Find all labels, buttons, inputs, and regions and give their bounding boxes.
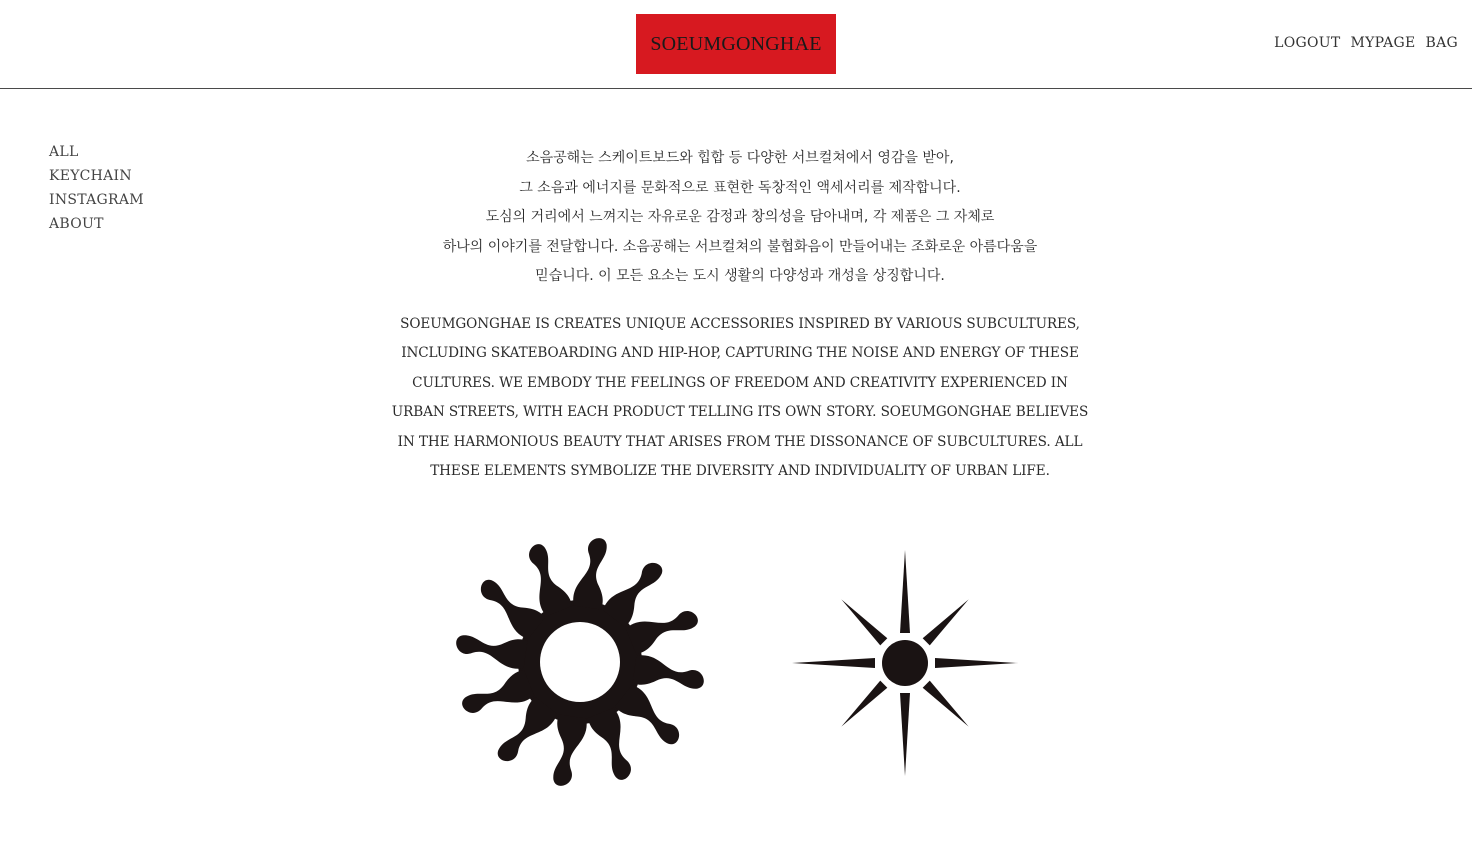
about-content xyxy=(370,144,1110,487)
english-line: IN THE HARMONIOUS BEAUTY THAT ARISES FROM THE DISSONANCE OF SUBCULTURES. ALL xyxy=(397,433,1083,450)
english-line: INCLUDING SKATEBOARDING AND HIP-HOP, CAPTURING THE NOISE AND ENERGY OF THESE xyxy=(401,345,1079,361)
korean-line: 소음공해는 스케이트보드와 힙합 등 다양한 서브컬쳐에서 영감을 받아, xyxy=(526,150,954,166)
sidebar-item-all[interactable]: ALL xyxy=(49,144,79,160)
korean-line: 하나의 이야기를 전달합니다. 소음공해는 서브컬쳐의 불협화음이 만들어내는 조화로운 아름다움을 xyxy=(442,238,1038,255)
korean-line: 그 소음과 에너지를 문화적으로 표현한 독창적인 액세서리를 제작합니다. xyxy=(519,179,961,196)
korean-line: 도심의 거리에서 느껴지는 자유로운 감정과 창의성을 담아내며, 각 제품은 그 자체로 xyxy=(485,209,995,225)
sidebar-item-instagram[interactable]: INSTAGRAM xyxy=(49,192,144,208)
header-nav xyxy=(1274,35,1458,51)
bag-link[interactable]: BAG xyxy=(1425,35,1458,51)
eight-point-star-sun-symbol xyxy=(790,548,1020,778)
sidebar-item-about[interactable]: ABOUT xyxy=(49,216,104,232)
english-line: CULTURES. WE EMBODY THE FEELINGS OF FREEDOM AND CREATIVITY EXPERIENCED IN xyxy=(412,374,1068,391)
wavy-sun-symbol xyxy=(430,512,740,822)
logout-link[interactable]: LOGOUT xyxy=(1274,35,1341,51)
english-line: THESE ELEMENTS SYMBOLIZE THE DIVERSITY AND INDIVIDUALITY OF URBAN LIFE. xyxy=(430,463,1050,479)
english-line: SOEUMGONGHAE IS CREATES UNIQUE ACCESSORIES INSPIRED BY VARIOUS SUBCULTURES, xyxy=(400,315,1080,332)
category-sidebar xyxy=(49,143,144,233)
site-header xyxy=(0,0,1472,89)
brand-symbols xyxy=(430,512,1050,832)
sidebar-item-keychain[interactable]: KEYCHAIN xyxy=(49,168,132,184)
korean-description xyxy=(370,144,1110,292)
mypage-link[interactable]: MYPAGE xyxy=(1350,35,1416,51)
english-description xyxy=(370,310,1110,487)
korean-line: 믿습니다. 이 모든 요소는 도시 생활의 다양성과 개성을 상징합니다. xyxy=(535,268,945,284)
brand-logo[interactable]: SOEUMGONGHAE xyxy=(636,14,836,74)
english-line: URBAN STREETS, WITH EACH PRODUCT TELLING ITS OWN STORY. SOEUMGONGHAE BELIEVES xyxy=(391,404,1089,420)
